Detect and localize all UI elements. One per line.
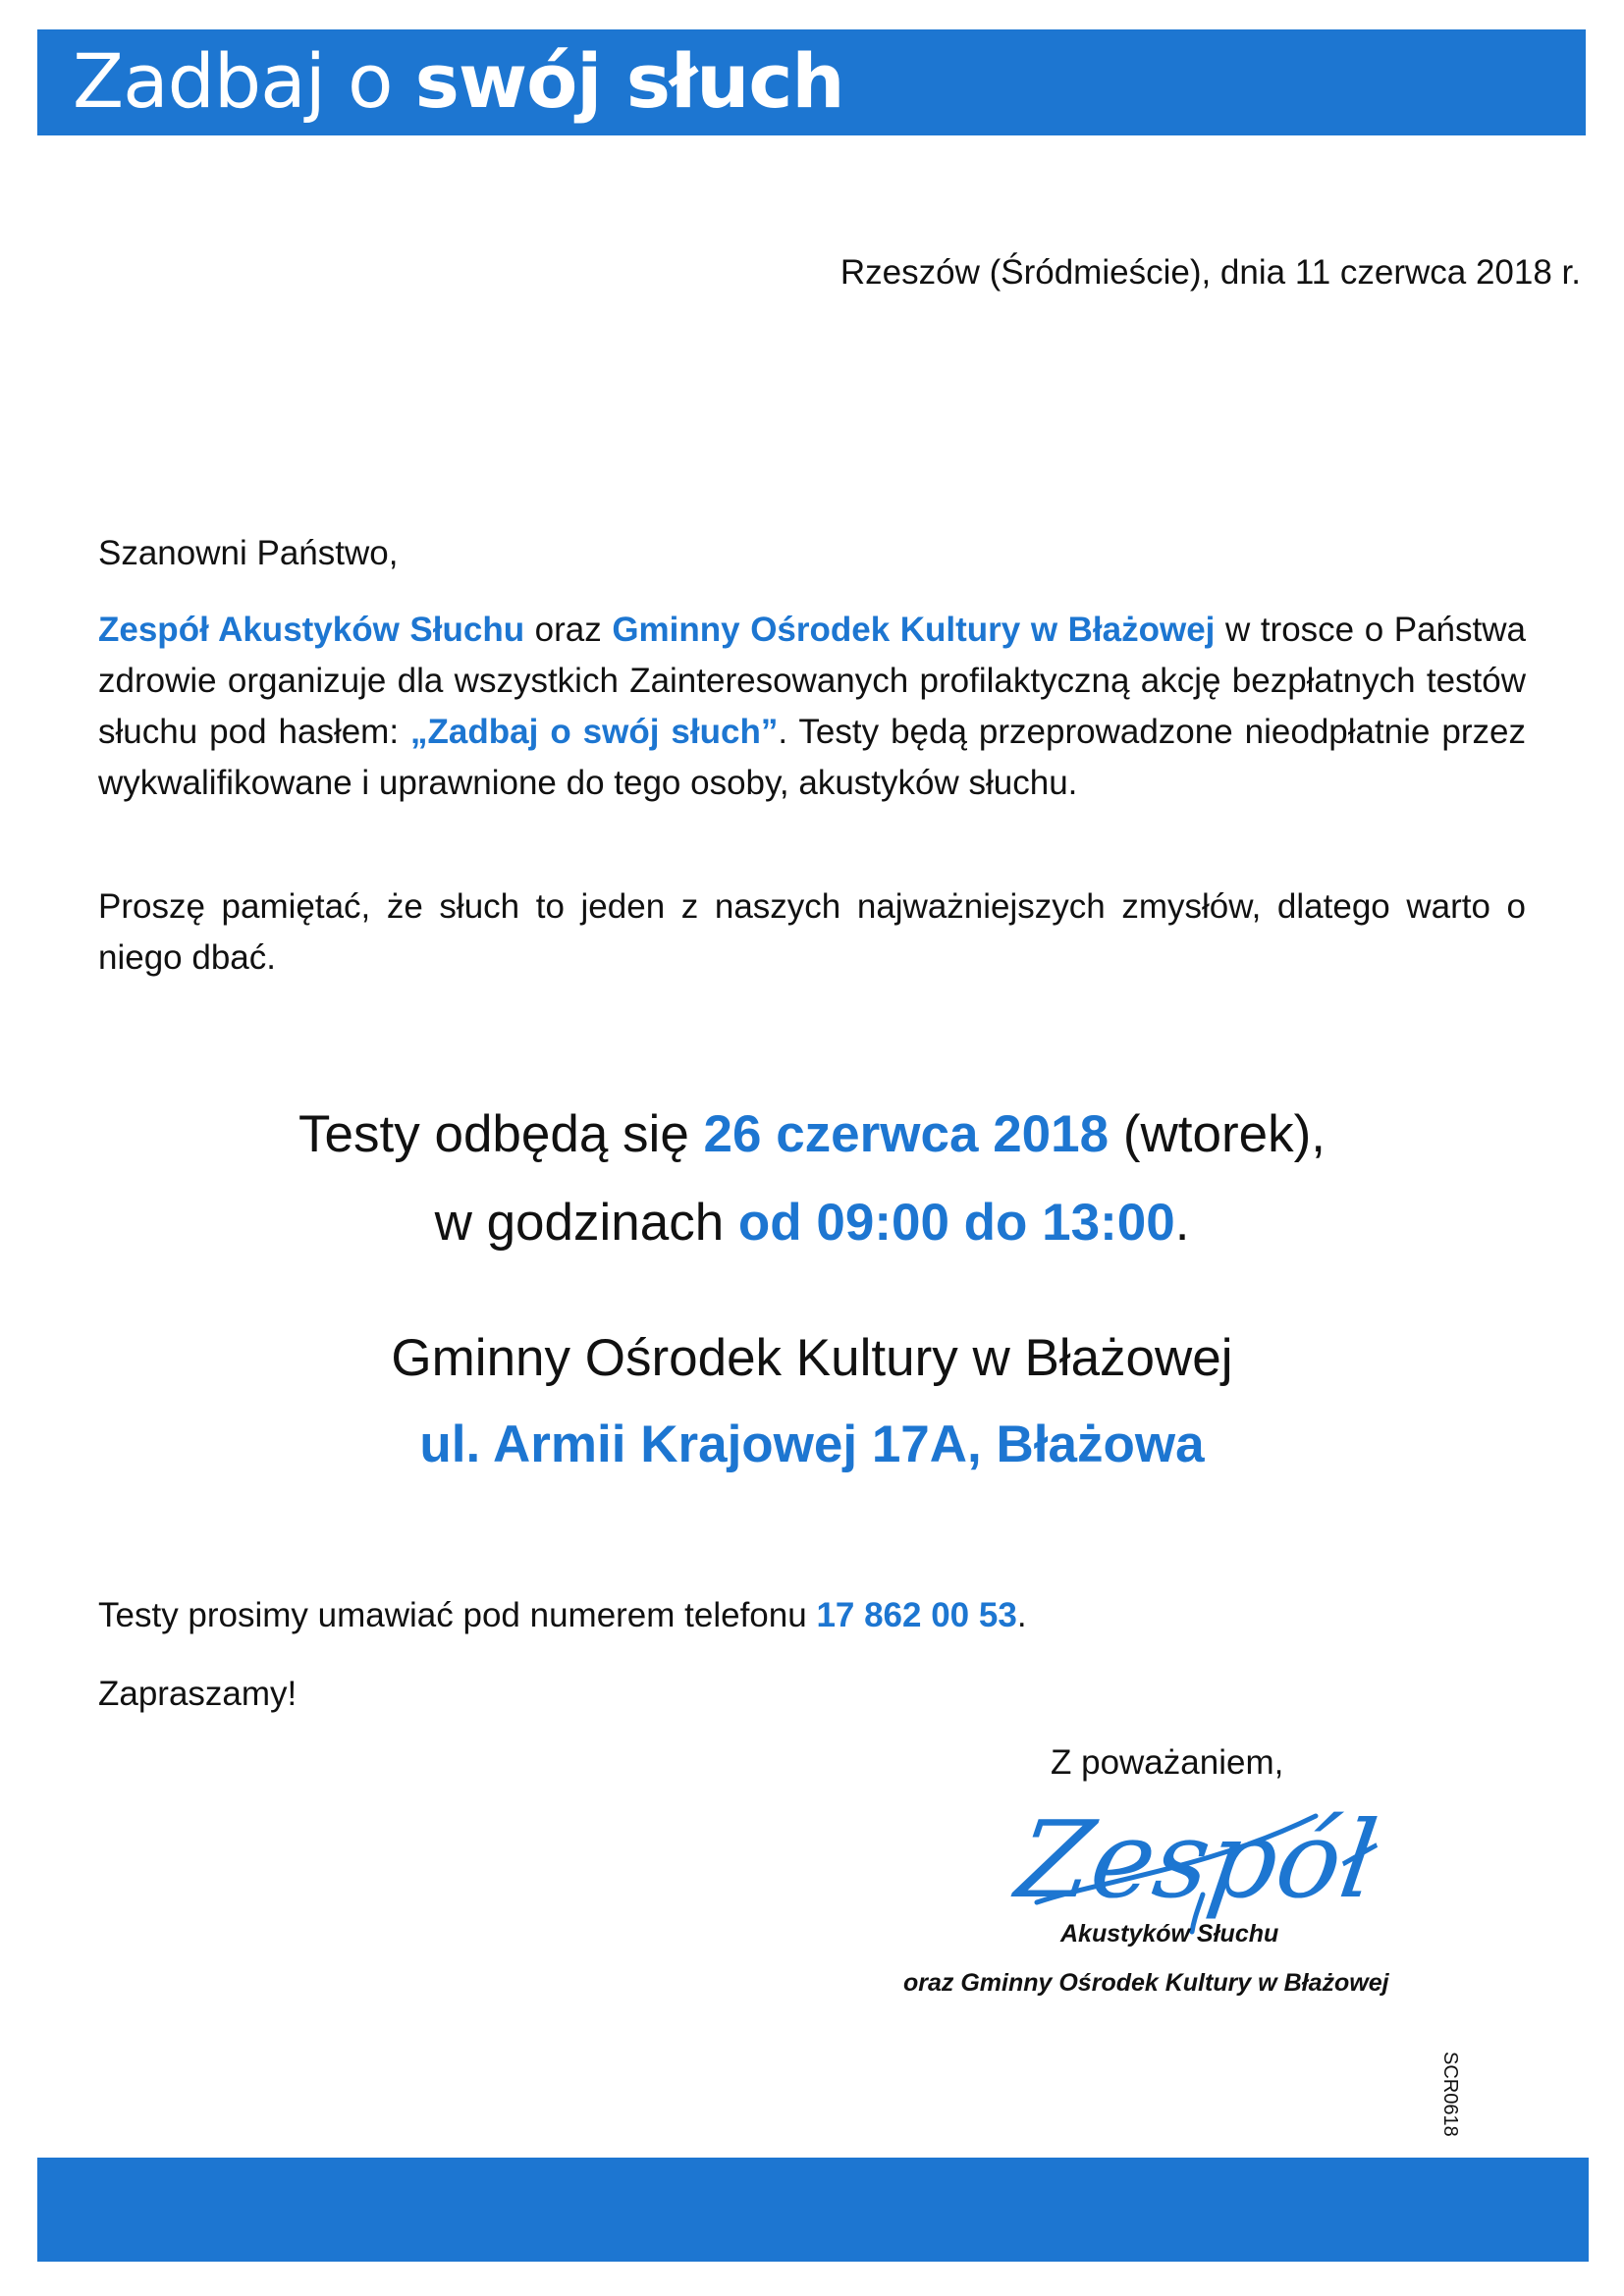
conjunction-text: oraz [524, 611, 613, 649]
campaign-slogan: „Zadbaj o swój słuch” [410, 713, 779, 751]
phone-number: 17 862 00 53 [816, 1596, 1017, 1634]
reminder-paragraph: Proszę pamiętać, że słuch to jeden z naszych najważniejszych zmysłów, dlatego warto o niego dbać. [98, 887, 1526, 977]
phone-line [98, 1590, 1526, 1641]
organizer-name-2: Gminny Ośrodek Kultury w Błażowej [612, 611, 1216, 649]
handwritten-signature [1009, 1787, 1384, 1934]
header-title-regular: Zadbaj o [73, 37, 415, 125]
sign-off: Z poważaniem, [1051, 1743, 1284, 1782]
intro-text-2: . Testy będą przeprowadzone nieodpłatnie przez wykwalifikowane i uprawnione do tego osoby, akustyków słuchu. [98, 713, 1527, 802]
footer-bar [37, 2158, 1589, 2262]
signature-graphic [1009, 1787, 1384, 1934]
invitation-text: Zapraszamy! [98, 1675, 298, 1713]
letter-date: Rzeszów (Śródmieście), dnia 11 czerwca 2018 r. [839, 253, 1581, 292]
event-date-line [0, 1103, 1624, 1166]
header-bar [37, 29, 1586, 135]
signature-org-line-2: oraz Gminny Ośrodek Kultury w Błażowej [903, 1969, 1389, 1997]
event-hours-suffix: . [1174, 1194, 1190, 1252]
intro-paragraph [98, 605, 1526, 809]
header-title-bold: swój słuch [414, 37, 844, 125]
header-title [73, 37, 844, 126]
venue-address: ul. Armii Krajowej 17A, Błażowa [419, 1415, 1205, 1473]
document-code: SCR0618 [1439, 2052, 1461, 2137]
phone-prefix: Testy prosimy umawiać pod numerem telefonu [98, 1596, 817, 1634]
organizer-name-1: Zespół Akustyków Słuchu [98, 611, 525, 649]
intro-text-1: w trosce o Państwa zdrowie organizuje dla wszystkich Zainteresowanych profilaktyczną akcję bezpłatnych testów słuchu pod hasłem: [98, 611, 1526, 751]
signature-org-line-1: Akustyków Słuchu [1060, 1920, 1279, 1948]
event-hours-line [0, 1192, 1624, 1255]
event-date: 26 czerwca 2018 [703, 1105, 1110, 1163]
phone-suffix: . [1016, 1596, 1027, 1634]
signature-script-word: Zespół [1009, 1797, 1384, 1922]
event-date-prefix: Testy odbędą się [298, 1105, 704, 1163]
salutation: Szanowni Państwo, [98, 534, 399, 572]
venue-name: Gminny Ośrodek Kultury w Błażowej [391, 1329, 1233, 1387]
event-hours: od 09:00 do 13:00 [737, 1194, 1175, 1252]
event-date-suffix: (wtorek), [1109, 1105, 1326, 1163]
event-hours-prefix: w godzinach [434, 1194, 738, 1252]
